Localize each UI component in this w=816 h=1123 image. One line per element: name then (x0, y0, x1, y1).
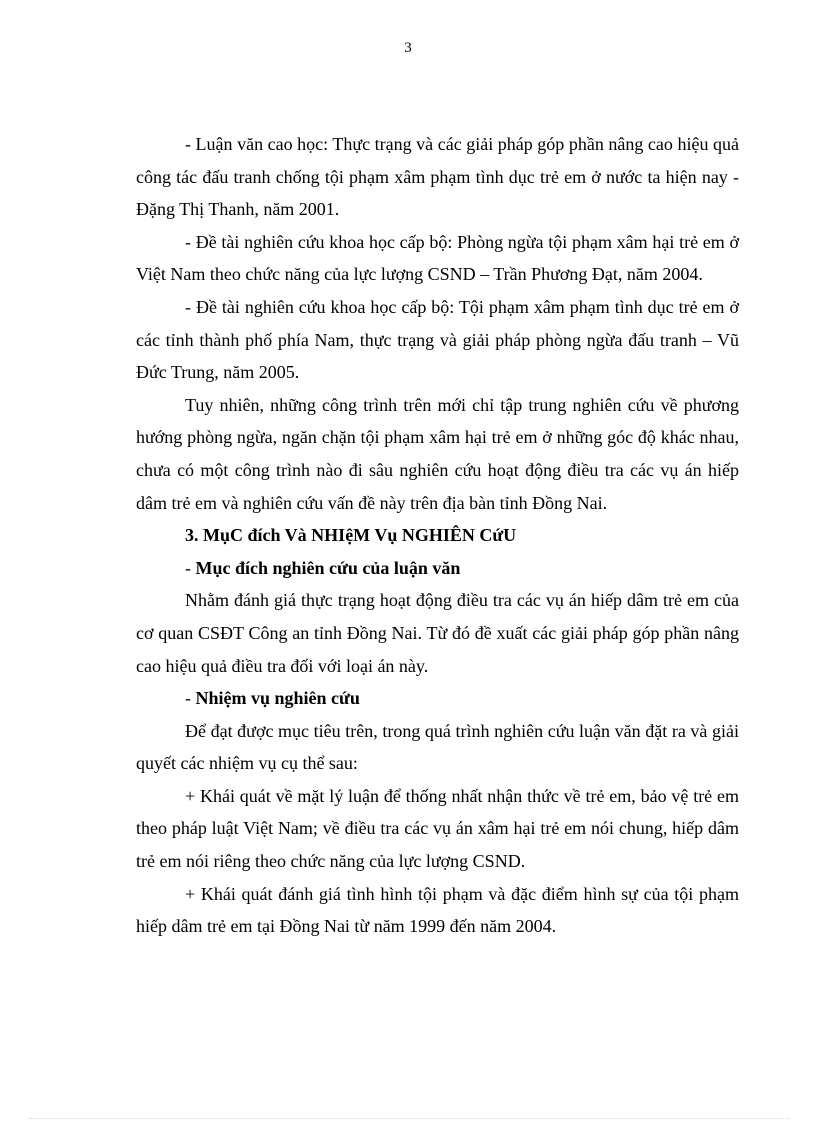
purpose-paragraph: Nhằm đánh giá thực trạng hoạt động điều tra các vụ án hiếp dâm trẻ em của cơ quan CSĐT Công an tỉnh Đồng Nai. Từ đó đề xuất các giải pháp góp phần nâng cao hiệu quả điều tra đối với loại án này. (136, 590, 739, 676)
tasks-heading-text: Nhiệm vụ nghiên cứu (195, 688, 360, 709)
research-gap-paragraph: Tuy nhiên, những công trình trên mới chỉ tập trung nghiên cứu về phương hướng phòng ngừa, ngăn chặn tội phạm xâm hại trẻ em ở những góc độ khác nhau, chưa có một công trình nào đi sâu nghiên cứu hoạt động điều tra các vụ án hiếp dâm trẻ em và nghiên cứu vấn đề này trên địa bàn tỉnh Đồng Nai. (136, 394, 739, 513)
reference-masters-thesis: - Luận văn cao học: Thực trạng và các giải pháp góp phần nâng cao hiệu quả công tác đấu tranh chống tội phạm xâm phạm tình dục trẻ em ở nước ta hiện nay - Đặng Thị Thanh, năm 2001. (136, 134, 739, 220)
tasks-intro-paragraph: Để đạt được mục tiêu trên, trong quá trình nghiên cứu luận văn đặt ra và giải quyết các nhiệm vụ cụ thể sau: (136, 720, 739, 774)
purpose-dash: - (185, 557, 196, 578)
document-body (136, 128, 739, 943)
reference-ministry-research-1: - Đề tài nghiên cứu khoa học cấp bộ: Phòng ngừa tội phạm xâm hại trẻ em ở Việt Nam theo chức năng của lực lượng CSND – Trần Phương Đạt, năm 2004. (136, 231, 739, 285)
task-item-assessment: + Khái quát đánh giá tình hình tội phạm và đặc điểm hình sự của tội phạm hiếp dâm trẻ em tại Đồng Nai từ năm 1999 đến năm 2004. (136, 883, 739, 937)
tasks-subheading (136, 682, 739, 715)
tasks-dash: - (185, 688, 196, 709)
page-number: 3 (404, 40, 412, 56)
page-bottom-divider (28, 1118, 790, 1119)
section-heading: 3. MụC đích Và NHIệM Vụ NGHIÊN CứU (185, 525, 517, 546)
task-item-theory: + Khái quát về mặt lý luận để thống nhất nhận thức về trẻ em, bảo vệ trẻ em theo pháp luật Việt Nam; về điều tra các vụ án xâm hại trẻ em nói chung, hiếp dâm trẻ em nói riêng theo chức năng của lực lượng CSND. (136, 785, 739, 872)
purpose-subheading (136, 552, 739, 585)
reference-ministry-research-2: - Đề tài nghiên cứu khoa học cấp bộ: Tội phạm xâm phạm tình dục trẻ em ở các tỉnh thành phố phía Nam, thực trạng và giải pháp phòng ngừa đấu tranh – Vũ Đức Trung, năm 2005. (136, 296, 739, 383)
purpose-heading-text: Mục đích nghiên cứu của luận văn (195, 557, 461, 578)
